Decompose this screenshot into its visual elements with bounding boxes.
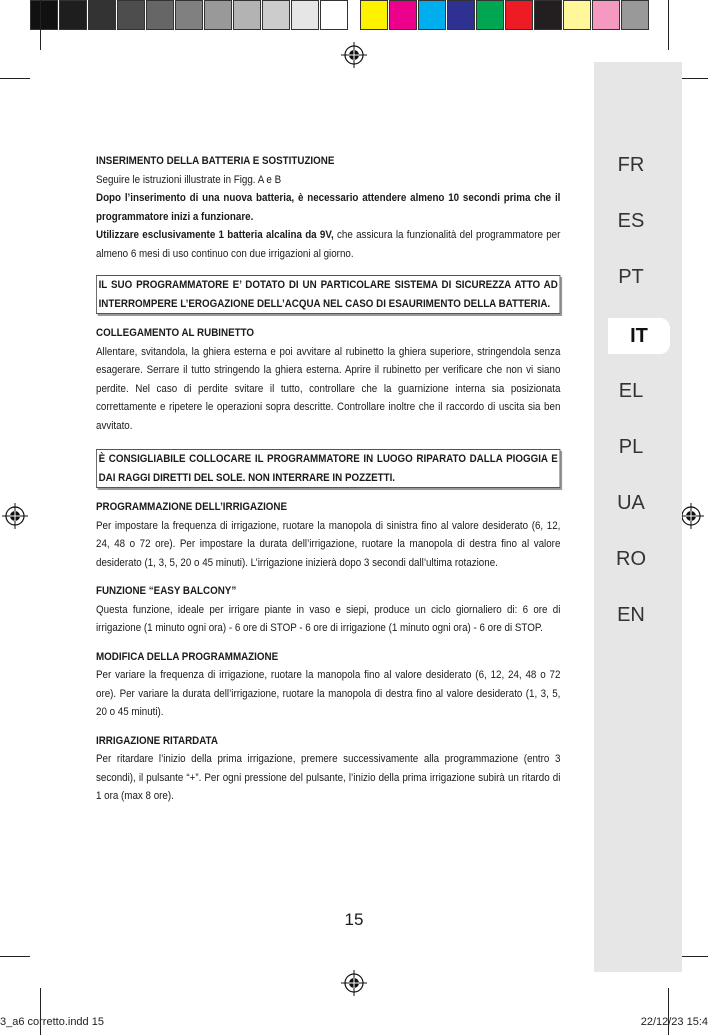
crop-mark [0,956,30,957]
paragraph-bold: Dopo l’inserimento di una nuova batteria, è necessario attendere almeno 10 secondi prima che il programmatore inizi a funzionare. [96,192,561,223]
crop-mark [682,956,708,957]
section-title: IRRIGAZIONE RITARDATA [96,734,218,747]
section-title: INSERIMENTO DELLA BATTERIA E SOSTITUZIONE [96,155,335,167]
color-swatch [320,0,348,30]
color-swatch [592,0,620,30]
color-swatch [59,0,87,30]
registration-mark-icon [341,970,367,996]
color-swatch [563,0,591,30]
color-swatch [175,0,203,30]
crop-mark [40,0,41,50]
paragraph: Per ritardare l’inizio della prima irrigazione, premere successivamente alla programmazione (entro 3 secondi), il pulsante “+”. Per ogni pressione del pulsante, l’inizio della prima irrigazione subirà un ritardo di 1 ora (max 8 ore). [96,753,561,802]
color-swatch [360,0,388,30]
warning-box: IL SUO PROGRAMMATORE E’ DOTATO DI UN PARTICOLARE SISTEMA DI SICUREZZA ATTO AD INTERROMPERE L’EROGAZIONE DELL’ACQUA NEL CASO DI ESAURIMENTO DELLA BATTERIA. [96,275,560,314]
paragraph: Per variare la frequenza di irrigazione, ruotare la manopola fino al valore desiderato (6, 12, 24, 48 o 72 ore). Per variare la durata dell’irrigazione, ruotare la manopola di destra fino al valore desiderato (1, 3, 5, 20 o 45 minuti). [96,669,561,718]
warning-box: È CONSIGLIABILE COLLOCARE IL PROGRAMMATORE IN LUOGO RIPARATO DALLA PIOGGIA E DAI RAGGI DIRETTI DEL SOLE. NON INTERRARE IN POZZETTI. [96,449,560,488]
color-swatch [30,0,58,30]
crop-mark [682,78,708,79]
language-tab-el[interactable]: EL [618,380,644,402]
crop-mark [0,78,30,79]
manual-content [96,152,560,806]
page-number: 15 [344,910,364,929]
language-tab-en[interactable]: EN [617,604,645,626]
registration-mark-icon [2,503,28,529]
color-swatch [262,0,290,30]
language-tab-it[interactable]: IT [608,318,670,354]
paragraph: Allentare, svitandola, la ghiera esterna e poi avvitare al rubinetto la ghiera superiore, stringendola senza esagerare. Serrare il tutto stringendo la ghiera esterna. Aprire il rubinetto per verificare che non vi siano perdite. Nel caso di perdite svitare il tutto, controllare che la guarnizione interna sia posizionata correttamente e ripetere le operazioni sopra descritte. Controllare inoltre che il raccordo di uscita sia ben avvitato. [96,345,561,432]
registration-mark-icon [341,42,367,68]
color-swatch [418,0,446,30]
color-swatch [476,0,504,30]
language-sidebar [594,62,682,972]
color-bar-left [30,0,349,34]
color-bar-right [360,0,650,34]
paragraph [96,226,560,263]
paragraph: Seguire le istruzioni illustrate in Figg. A e B [96,173,282,186]
crop-mark [668,0,669,50]
paragraph: Questa funzione, ideale per irrigare piante in vaso e siepi, produce un ciclo giornaliero di: 6 ore di irrigazione (1 minuto ogni ora) - 6 ore di STOP - 6 ore di irrigazione (1 minuto ogni ora) - 6 ore di STOP. [96,603,561,634]
language-tab-es[interactable]: ES [617,210,645,232]
color-swatch [291,0,319,30]
section-title: MODIFICA DELLA PROGRAMMAZIONE [96,650,279,663]
section-title: COLLEGAMENTO AL RUBINETTO [96,327,255,339]
language-tab-pt[interactable]: PT [618,266,644,288]
paragraph: Per impostare la frequenza di irrigazione, ruotare la manopola di sinistra fino al valore desiderato (6, 12, 24, 48 o 72 ore). Per impostare la durata dell’irrigazione, ruotare la manopola di destra fino al valore desiderato (1, 3, 5, 20 o 45 minuti). L’irrigazione inizierà dopo 3 secondi dall’ultima rotazione. [96,519,561,569]
bold-text: Utilizzare esclusivamente 1 batteria alcalina da 9V, [96,229,334,241]
language-tab-pl[interactable]: PL [618,436,644,458]
color-swatch [146,0,174,30]
color-swatch [621,0,649,30]
language-tab-fr[interactable]: FR [617,154,645,176]
section-title: FUNZIONE “EASY BALCONY” [96,585,237,597]
color-swatch [233,0,261,30]
color-swatch [447,0,475,30]
text: che assicura la funzionalità del programmatore per almeno 6 mesi di uso continuo con due irrigazioni al giorno. [96,229,561,260]
color-swatch [88,0,116,30]
color-swatch [534,0,562,30]
footer-timestamp: 22/12/23 15:4 [640,1016,708,1028]
color-swatch [389,0,417,30]
language-tab-ro[interactable]: RO [616,548,646,570]
color-swatch [505,0,533,30]
footer-file-info: 3_a6 corretto.indd 15 [0,1016,104,1028]
color-swatch [204,0,232,30]
language-tab-ua[interactable]: UA [617,492,645,514]
section-title: PROGRAMMAZIONE DELL’IRRIGAZIONE [96,501,288,513]
color-swatch [117,0,145,30]
